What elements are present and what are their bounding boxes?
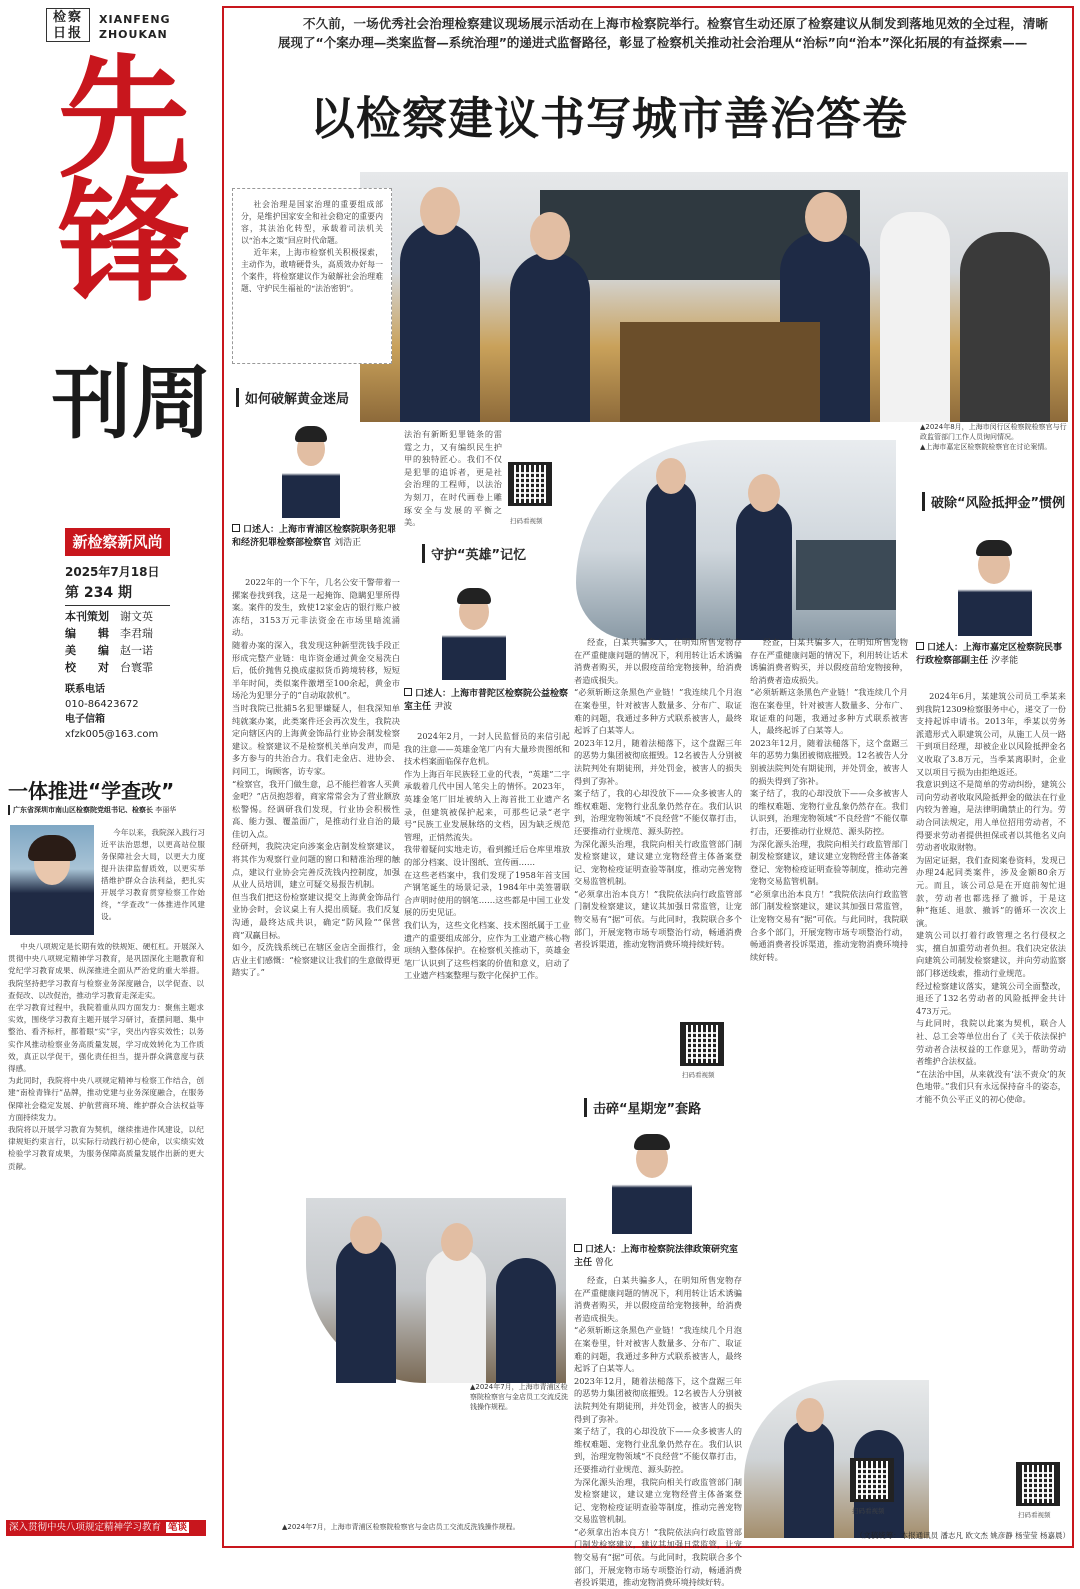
section-1-photo-caption-2: ▲2024年7月，上海市青浦区检察院检察官与金店员工交流反洗钱操作规程。 [282,1523,520,1531]
staff-row: 校 对 台寰霏 [65,661,153,674]
author-photo [10,825,94,935]
section-4-narrator: 口述人：上海市嘉定区检察院民事行政检察部副主任 汐孝能 [916,643,1063,666]
pinyin-1: XIANFENG [99,13,171,26]
section-3-lead-col: 经查，白某共骗多人，在明知所售宠物存在严重健康问题的情况下，利用转让话术诱骗消费者购买，并以假疫苗给宠物接种，给消费者造成损失。 “必须斩断这条黑色产业链！”我连续几个月泡在案卷里，针对被害人数量多、分布广、取证难的问题，我通过多种方式联系被害人，最终起诉了白某等人。 2023年12月，随着法槌落下，这个盘踞三年的恶势力集团被彻底摧毁。12名被告人分别被法院判处有期徒刑，并处罚金，被害人的损失得到了弥补。 案子结了，我的心却没放下——众多被害人的维权难题、宠物行业乱象仍然存在。我们认识到，治理宠物领域“不良经营”不能仅靠打击，还要推动行业规范、源头防控。 为深化源头治理，我院向相关行政监管部门制发检察建议，建议建立宠物经营主体备案登记、宠物检疫证明查验等制度，推动完善宠物交易监管机制。 “必须拿出治本良方！”我院依法向行政监管部门制发检察建议，建议其加强日常监管，让宠物交易有“据”可依。与此同时，我院联合多个部门，开展宠物市场专项整治行动，畅通消费者投诉渠道，推动宠物消费环境持续好转。 [574,637,742,950]
issue-number: 第 234 期 [65,582,170,606]
left-article-title: 一体推进“学查改” [8,779,175,803]
section-1-photo-caption: ▲2024年7月，上海市青浦区检察院检察官与金店员工交流反洗钱操作规程。 [470,1383,568,1411]
intro-p2: 近年来，上海市检察机关积极探索，主动作为，敢啃硬骨头，高质效办好每一个案件，将检察建议作为破解社会治理难题、守护民生福祉的“法治密钥”。 [241,248,383,293]
staff-row: 编 辑 李君瑞 [65,627,153,640]
left-article [6,775,206,1545]
headline: 以检察建议书写城市善治答卷 [310,92,909,145]
section-1-narrator: 口述人：上海市青浦区检察院职务犯罪和经济犯罪检察部检察官 刘浩正 [232,525,397,548]
qr-caption: 扫码看视频 [1018,1511,1051,1519]
qr-code[interactable] [680,1022,724,1066]
section-1-photo [306,1198,566,1383]
section-3-narrator: 口述人：上海市检察院法律政策研究室主任 曾化 [574,1245,739,1268]
section-3-body: 经查，白某共骗多人，在明知所售宠物存在严重健康问题的情况下，利用转让话术诱骗消费者购买，并以假疫苗给宠物接种，给消费者造成损失。 “必须斩断这条黑色产业链！”我连续几个月泡在案卷里，针对被害人数量多、分布广、取证难的问题，我通过多种方式联系被害人，最终起诉了白某等人。 2023年12月，随着法槌落下，这个盘踞三年的恶势力集团被彻底摧毁。12名被告人分别被法院判处有期徒刑，并处罚金，被害人的损失得到了弥补。 案子结了，我的心却没放下——众多被害人的维权难题、宠物行业乱象仍然存在。我们认识到，治理宠物领域“不良经营”不能仅靠打击，还要推动行业规范、源头防控。 为深化源头治理，我院向相关行政监管部门制发检察建议，建议建立宠物经营主体备案登记、宠物检疫证明查验等制度，推动完善宠物交易监管机制。 “必须拿出治本良方！”我院依法向行政监管部门制发检察建议，建议其加强日常监管，让宠物交易有“据”可依。与此同时，我院联合多个部门，开展宠物市场专项整治行动，畅通消费者投诉渠道，推动宠物消费环境持续好转。 [750,637,908,962]
qr-code[interactable] [850,1458,894,1502]
footer-credit: （文稿统筹：本报通讯员 潘志凡 欧文杰 姚彦静 杨莹莹 杨嘉晨） [855,1531,1070,1540]
contact: 联系电话 010-86423672 电子信箱 xfzk005@163.com [65,684,159,740]
qr-caption: 扫码看视频 [510,517,543,525]
paper-logo [46,8,90,42]
issue-date: 2025年7月18日 [65,565,160,579]
lead-box: 不久前，一场优秀社会治理检察建议现场展示活动在上海市检察院举行。检察官生动还原了检察建议从制发到落地见效的全过程，清晰展现了“个案办理—类案监督—系统治理”的递进式监督路径，彰显了检察机关推动社会治理从“治标”向“治本”深化拓展的有益探索—— [278,16,1048,50]
slogan-banner: 新检察新风尚 [65,528,170,556]
top-photo-caption: ▲2024年8月，上海市闵行区检察院检察官与行政监管部门工作人员询问情况。 ▲上海市嘉定区检察院检察官在讨论案情。 [920,423,1067,451]
section-3-body-2: 经查，白某共骗多人，在明知所售宠物存在严重健康问题的情况下，利用转让话术诱骗消费者购买，并以假疫苗给宠物接种，给消费者造成损失。 “必须斩断这条黑色产业链！”我连续几个月泡在案卷里，针对被害人数量多、分布广、取证难的问题，我通过多种方式联系被害人，最终起诉了白某等人。 2023年12月，随着法槌落下，这个盘踞三年的恶势力集团被彻底摧毁。12名被告人分别被法院判处有期徒刑，并处罚金，被害人的损失得到了弥补。 案子结了，我的心却没放下——众多被害人的维权难题、宠物行业乱象仍然存在。我们认识到，治理宠物领域“不良经营”不能仅靠打击，还要推动行业规范、源头防控。 为深化源头治理，我院向相关行政监管部门制发检察建议，建议建立宠物经营主体备案登记、宠物检疫证明查验等制度，推动完善宠物交易监管机制。 “必须拿出治本良方！”我院依法向行政监管部门制发检察建议，建议其加强日常监管，让宠物交易有“据”可依。与此同时，我院联合多个部门，开展宠物市场专项整治行动，畅通消费者投诉渠道，推动宠物消费环境持续好转。 [574,1275,742,1588]
section-1-body: 2022年的一个下午，几名公安干警带着一摞案卷找到我，这是一起掩饰、隐瞒犯罪所得案。案件的发生，致使12家金店的银行账户被冻结，3153万元非法资金在市场里暗流涌动。 随着办案的深入，我发现这种新型洗钱手段正形成完整产业链：电诈资金通过黄金交易洗白后，低价抛售兑换成虚拟货币跨境转移，短短半年时间，类似案件激增至100余起，黄金市场沦为犯罪分子的“自动取款机”。 当时我院已批捕5名犯罪嫌疑人，但我深知单纯就案办案，此类案件还会再次发生，我院决定向辖区内的上海黄金饰品行业协会制发检察建议。检察建议不是检察机关单向发声，而是多方参与的共治合力。我们走金店、进协会、问同工，询顾客，访专家。 “检察官，我开门做生意，总不能拦着客人买黄金吧？”店员抱怨着，商家常常会为了营业额放松警惕。经调研我们发现，行业协会积极性高、能力强、覆盖面广，是推动行业自治的最佳切入点。 经研判，我院决定向涉案金店制发检察建议，将其作为观察行业问题的窗口和精准治理的触点，建议行业协会完善反洗钱内控制度，加强从业人员培训，建立可疑交易报告机制。 但当我们把这份检察建议提交上海黄金饰品行业协会时，会议桌上有人提出质疑。我们反复沟通，最终达成共识，确定“防风险”“保营商”双赢目标。 如今，反洗钱系统已在辖区金店全面推行，金店业主们感慨：“检察建议让我们的生意做得更踏实了。” [232,577,400,978]
section-2-title: 守护“英雄”记忆 [422,544,526,563]
section-2-portrait [442,580,506,680]
intro-box [232,188,392,364]
section-4-body: 2024年6月，某建筑公司员工季某来到我院12309检察服务中心，递交了一份支持起诉申请书。2013年，季某以劳务派遣形式入职建筑公司，从施工人员一路干到项目经理，却被企业以风险抵押金名义收取了3.8万元，当季某离职时，企业又以项目亏损为由拒绝返还。 我意识到这不是简单的劳动纠纷，建筑公司向劳动者收取风险抵押金的做法在行业内较为普遍，是法律明确禁止的行为。劳动合同法规定，用人单位招用劳动者，不得要求劳动者提供担保或者以其他名义向劳动者收取财物。 为固定证据，我们查阅案卷资料，发现已办理24起同类案件，涉及金额80余万元。而且，该公司总是在开庭前匆忙退款，劳动者也都选择了撤诉，于是这种“拖延、退款、撤诉”的循环一次次上演。 建筑公司以打着行政管理之名行侵权之实，擅自加重劳动者负担。我们决定依法向建筑公司制发检察建议，并向劳动监察部门移送线索，推动行业规范。 经过检察建议落实，建筑公司全面整改，退还了132名劳动者的风险抵押金共计473万元。 与此同时，我院以此案为契机，联合人社、总工会等单位出台了《关于依法保护劳动者合法权益的工作意见》，帮助劳动者维护合法权益。 “在法治中国，从来就没有‘法不责众’的灰色地带。”我们只有永远保持奋斗的姿态，才能不负公平正义的初心使命。 [916,691,1066,1104]
left-footer-banner: 深入贯彻中央八项规定精神学习教育 笔谈 [6,1520,206,1536]
section-4-title: 破除“风险抵押金”惯例 [922,492,1065,511]
section-2-body: 2024年2月，一封人民监督员的来信引起我的注意——英雄金笔厂内有大量珍贵图纸和技术档案面临保存危机。 作为上海百年民族轻工业的代表，“英雄”二字承载着几代中国人笔尖上的情怀。2023年，英雄金笔厂旧址被纳入上海首批工业遗产名录，但建筑被保护起来，可那些记录“老字号”民族工业发展脉络的文档，因为缺乏规范管理，正悄然流失。 我带着疑问实地走访，看到搬迁后仓库里堆放的部分档案、设计图纸、宣传画…… 在这些老档案中，我们发现了1958年首支国产钢笔诞生的场景记录，1984年中美签署联合声明时使用的钢笔……这些都是中国工业发展的历史见证。 我们认为，这些文化档案、技术图纸属于工业遗产的重要组成部分，应作为工业遗产核心物项纳入整体保护。在检察机关推动下，英雄金笔厂认识到了这些档案的价值和意义，启动了工业遗产档案整理与数字化保护工作。 [404,731,570,981]
big-title: 先锋 [35,48,190,296]
staff-row: 本刊策划 谢文英 [65,610,153,623]
section-1-portrait [282,418,340,518]
qr-caption: 扫码看视频 [682,1071,715,1079]
staff-list [65,608,153,676]
left-article-body: 中央八项规定是长期有效的铁规矩、硬杠杠。开展深入贯彻中央八项规定精神学习教育，是巩固深化主题教育和党纪学习教育成果、纵深推进全面从严治党的重大举措。我院坚持把学习教育与检察业务深度融合，以学促查、以查促改、以改促治，推动学习教育走深走实。 在学习教育过程中，我院着重从四方面发力：聚焦主题求实效，围绕学习教育主题开展学习研讨，查摆问题、集中整治、看齐标杆，都着眼“实”字，突出内容实效性；以务实作风推动检察业务高质量发展，学习成效转化为工作质效，真正以学促干，强化责任担当，提升群众满意度与获得感。 为此同时，我院将中央八项规定精神与检察工作结合，创建“南检青锋行”品牌，推动党建与业务深度融合，在服务保障社会稳定发展、护航营商环境、维护群众合法权益等方面持续发力。 我院将以开展学习教育为契机，继续推进作风建设，以纪律规矩约束言行，以实际行动践行初心使命，以实绩实效检验学习教育成果，为服务保障高质量发展作出新的更大贡献。 [8,942,204,1171]
pinyin-2: ZHOUKAN [99,28,168,41]
intro-p1: 社会治理是国家治理的重要组成部分，是维护国家安全和社会稳定的重要内容，其法治化转型，承载着司法机关以“治本之策”回应时代命题。 [241,200,383,245]
staff-row: 美 编 赵一诺 [65,644,153,657]
big-title-2: 周刊 [38,360,212,446]
left-article-lead: 今年以来，我院深入践行习近平法治思想，以更高站位服务保障社会大局，以更大力度提升法律监督质效，以更实举措维护群众合法利益，把扎实开展学习教育贯穿检察工作始终，“学查改”一体推进作风建设。 [101,828,205,921]
qr-code[interactable] [1016,1462,1060,1506]
section-1-top-text: 法治有新断犯罪链条的雷霆之力，又有编织民生护甲的独特匠心。我们不仅是犯罪的追诉者，更是社会治理的工程师，以法治为刻刀，在时代画卷上雕琢安全与发展的平衡之美。 [404,429,502,528]
qr-code[interactable] [508,462,552,506]
left-article-byline: 广东省深圳市南山区检察院党组书记、检察长 李丽华 [8,805,204,815]
paper-name: 检察日报 [53,10,84,41]
section-1-title: 如何破解黄金迷局 [236,388,349,407]
masthead [0,0,215,770]
section-3-title: 击碎“星期宠”套路 [584,1098,701,1117]
section-4-portrait [958,532,1032,636]
section-3-portrait [612,1124,692,1234]
qr-caption: 扫码看视频 [852,1507,885,1515]
section-2-narrator: 口述人：上海市普陀区检察院公益检察室主任 尹波 [404,689,569,712]
top-photo [360,172,1068,422]
